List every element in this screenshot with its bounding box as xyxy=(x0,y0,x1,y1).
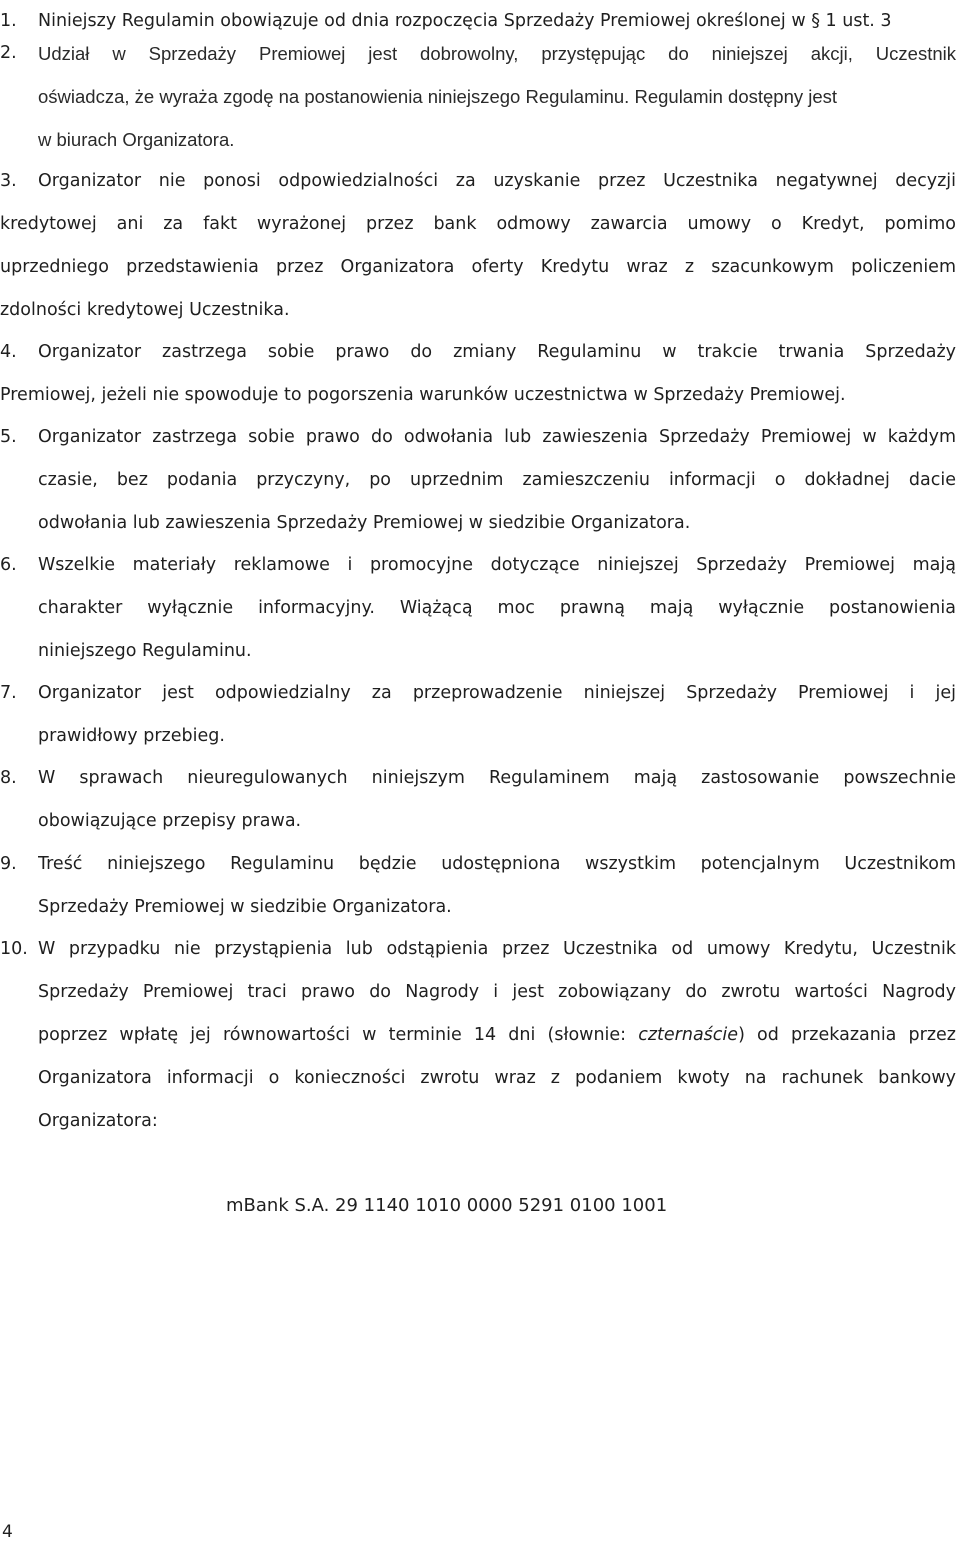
item-line: uprzedniego przedstawienia przez Organizatora oferty Kredytu wraz z szacunkowym policzeniem xyxy=(0,257,956,277)
item-line: Niniejszy Regulamin obowiązuje od dnia rozpoczęcia Sprzedaży Premiowej określonej w § 1 ust. 3 xyxy=(38,11,892,31)
item-line: W sprawach nieuregulowanych niniejszym Regulaminem mają zastosowanie powszechnie xyxy=(38,768,956,788)
item-line: czasie, bez podania przyczyny, po uprzednim zamieszczeniu informacji o dokładnej dacie xyxy=(38,470,956,490)
item-line-text: ) od przekazania przez xyxy=(738,1025,956,1045)
bank-account: mBank S.A. 29 1140 1010 0000 5291 0100 1001 xyxy=(226,1195,668,1216)
item-number: 4. xyxy=(0,342,17,362)
item-line: Sprzedaży Premiowej w siedzibie Organizatora. xyxy=(38,897,452,917)
item-number: 8. xyxy=(0,768,17,788)
item-number: 6. xyxy=(0,555,17,575)
item-line: Organizator zastrzega sobie prawo do zmiany Regulaminu w trakcie trwania Sprzedaży xyxy=(38,342,956,362)
item-number: 3. xyxy=(0,171,17,191)
item-line: charakter wyłącznie informacyjny. Wiążącą moc prawną mają wyłącznie postanowienia xyxy=(38,598,956,618)
page-number: 4 xyxy=(2,1522,13,1542)
item-line: Organizator zastrzega sobie prawo do odwołania lub zawieszenia Sprzedaży Premiowej w każdym xyxy=(38,427,956,447)
item-line: Treść niniejszego Regulaminu będzie udostępniona wszystkim potencjalnym Uczestnikom xyxy=(38,854,956,874)
item-line: W przypadku nie przystąpienia lub odstąpienia przez Uczestnika od umowy Kredytu, Uczestnik xyxy=(38,939,956,959)
item-number: 9. xyxy=(0,854,17,874)
item-line-italic: czternaście xyxy=(638,1025,739,1045)
item-line: prawidłowy przebieg. xyxy=(38,726,225,746)
item-line: Organizator jest odpowiedzialny za przeprowadzenie niniejszej Sprzedaży Premiowej i jej xyxy=(38,683,956,703)
item-number: 1. xyxy=(0,11,17,31)
item-line: Premiowej, jeżeli nie spowoduje to pogorszenia warunków uczestnictwa w Sprzedaży Premiowej. xyxy=(0,385,846,405)
item-line: odwołania lub zawieszenia Sprzedaży Premiowej w siedzibie Organizatora. xyxy=(38,513,691,533)
item-number: 7. xyxy=(0,683,17,703)
item-line: niniejszego Regulaminu. xyxy=(38,641,252,661)
item-line: Udział w Sprzedaży Premiowej jest dobrowolny, przystępując do niniejszej akcji, Uczestnik xyxy=(38,43,956,64)
item-line: oświadcza, że wyraża zgodę na postanowienia niniejszego Regulaminu. Regulamin dostępny jest xyxy=(38,86,838,107)
item-line: Organizator nie ponosi odpowiedzialności za uzyskanie przez Uczestnika negatywnej decyzji xyxy=(38,171,956,191)
item-number: 2. xyxy=(0,43,17,63)
item-line: zdolności kredytowej Uczestnika. xyxy=(0,300,290,320)
item-line: Organizatora: xyxy=(38,1111,158,1131)
item-line: Sprzedaży Premiowej traci prawo do Nagrody i jest zobowiązany do zwrotu wartości Nagrody xyxy=(38,982,956,1002)
item-line: obowiązujące przepisy prawa. xyxy=(38,811,302,831)
item-line: Organizatora informacji o konieczności zwrotu wraz z podaniem kwoty na rachunek bankowy xyxy=(38,1068,956,1088)
item-line: Wszelkie materiały reklamowe i promocyjne dotyczące niniejszej Sprzedaży Premiowej mają xyxy=(38,555,956,575)
item-number: 5. xyxy=(0,427,17,447)
item-line: w biurach Organizatora. xyxy=(38,129,235,150)
item-line xyxy=(38,1014,956,1057)
item-line: kredytowej ani za fakt wyrażonej przez bank odmowy zawarcia umowy o Kredyt, pomimo xyxy=(0,214,956,234)
item-line-text: poprzez wpłatę jej równowartości w terminie 14 dni (słownie: xyxy=(38,1025,639,1045)
item-number: 10. xyxy=(0,939,28,959)
